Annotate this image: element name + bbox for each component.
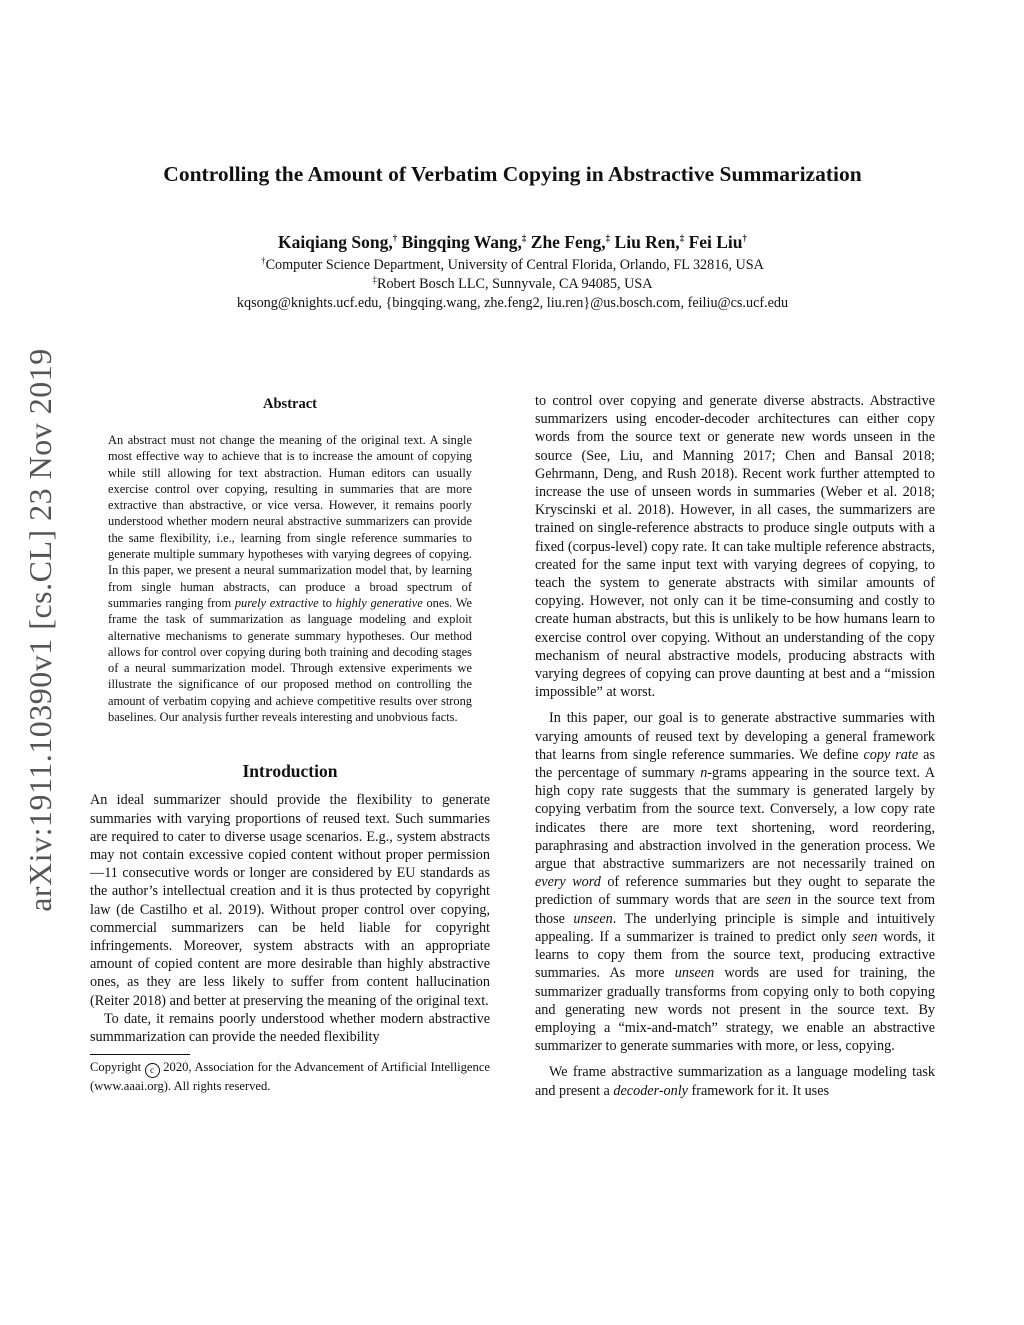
- body-paragraph: We frame abstractive summarization as a language modeling task and present a decoder-only framework for it. It uses: [535, 1064, 935, 1099]
- author-name: Liu Ren,: [614, 232, 680, 252]
- affiliation-bosch: [90, 275, 935, 293]
- affiliation-mark: †: [392, 233, 398, 244]
- affiliation-mark: †: [261, 255, 266, 266]
- body-paragraph: In this paper, our goal is to generate abstractive summaries with varying amounts of reused text by developing a general framework that learns from single reference summaries. We define copy rate as the percentage of summary n-grams appearing in the source text. A high copy rate suggests that the summary is generated largely by copying verbatim from the source text. Conversely, a low copy rate indicates there are more text shortening, word reordering, paraphrasing and abstraction involved in the generation process. We argue that abstractive summarizers are not necessarily trained on every word of reference summaries but they ought to separate the prediction of summary words that are seen in the source text from those unseen. The underlying principle is simple and intuitively appealing. If a summarizer is trained to predict only seen words, it learns to copy them from the source text, producing extractive summaries. As more unseen words are used for training, the summarizer gradually transforms from copying only to both copying and generating new words not present in the source text. By employing a “mix-and-match” strategy, we enable an abstractive summarizer to generate summaries with more, or less, copying.: [535, 710, 936, 1055]
- author-list: [90, 230, 935, 254]
- author-name: Fei Liu: [688, 232, 743, 252]
- author-name: Bingqing Wang,: [401, 232, 522, 252]
- affiliation-mark: ‡: [521, 233, 527, 244]
- right-column: [535, 392, 935, 1100]
- affiliation-ucf: [90, 256, 935, 274]
- arxiv-identifier: arXiv:1911.10390v1 [cs.CL] 23 Nov 2019: [22, 348, 58, 912]
- abstract-heading: Abstract: [263, 396, 317, 412]
- paper-title: Controlling the Amount of Verbatim Copying in Abstractive Summarization: [163, 162, 862, 186]
- copyright-footnote: Copyright c 2020, Association for the Advancement of Artificial Intelligence (www.aaai.org). All rights reserved.: [90, 1060, 490, 1094]
- author-emails: kqsong@knights.ucf.edu, {bingqing.wang, zhe.feng2, liu.ren}@us.bosch.com, feiliu@cs.ucf.edu: [236, 295, 789, 311]
- introduction-heading: Introduction: [242, 761, 338, 782]
- affiliation-text: Computer Science Department, University of Central Florida, Orlando, FL 32816, USA: [265, 257, 764, 273]
- body-paragraph: to control over copying and generate diverse abstracts. Abstractive summarizers using encoder-decoder architectures can either copy words from the source text or generate new words unseen in the source (See, Liu, and Manning 2017; Chen and Bansal 2018; Gehrmann, Deng, and Rush 2018). Recent work further attempted to increase the use of unseen words in summaries (Weber et al. 2018; Kryscinski et al. 2018). However, in all cases, the summarizers are trained on single-reference abstracts to produce single outputs with a fixed (corpus-level) copy rate. It can take multiple reference abstracts, created for the same input text with varying degrees of copying, to teach the system to generate abstracts with similar amounts of copying. However, not only can it be time-consuming and costly to create human abstracts, but this is unlikely to be how humans learn to exercise control over copying. Without an understanding of the copy mechanism of neural abstractive models, producing abstracts with varying degrees of copying can prove daunting at best and a “mission impossible” at worst.: [535, 393, 935, 701]
- introduction-paragraph: To date, it remains poorly understood whether modern abstractive summmarization can provide the needed flexibility: [90, 1010, 490, 1045]
- abstract-body: An abstract must not change the meaning of the original text. A single most effective way to achieve that is to increase the amount of copying while still allowing for text abstraction. Human editors can usually exercise control over copying, resulting in summaries that are more extractive than abstractive, or vice versa. However, it remains poorly understood whether modern neural abstractive summarizers can provide the same flexibility, i.e., learning from single reference summaries to generate multiple summary hypotheses with varying degrees of copying. In this paper, we present a neural summarization model that, by learning from single human abstracts, can produce a broad spectrum of summaries ranging from purely extractive to highly generative ones. We frame the task of summarization as language modeling and exploit alternative mechanisms to generate summary hypotheses. Our method allows for control over copying during both training and decoding stages of a neural summarization model. Through extensive experiments we illustrate the significance of our proposed method on controlling the amount of verbatim copying and achieve competitive results over strong baselines. Our analysis further reveals interesting and unobvious facts.: [108, 433, 472, 725]
- author-name: Kaiqiang Song,: [277, 232, 393, 252]
- affiliation-mark: ‡: [605, 233, 611, 244]
- footnote-rule: [90, 1054, 190, 1055]
- affiliation-mark: ‡: [372, 274, 377, 285]
- introduction-paragraph: An ideal summarizer should provide the flexibility to generate summaries with varying proportions of reused text. Such summaries are required to cater to diverse usage scenarios. E.g., system abstracts may not contain excessive copied content without proper permission—11 consecutive words or longer are considered by EU standards as the author’s intellectual creation and it is thus protected by copyright law (de Castilho et al. 2019). Without proper control over copying, commercial summarizers can be held liable for copyright infringements. Moreover, system abstracts with an appropriate amount of copied content are more desirable than highly abstractive ones, as they are less likely to suffer from content hallucination (Reiter 2018) and better at preserving the meaning of the original text.: [90, 792, 490, 1009]
- author-name: Zhe Feng,: [530, 232, 606, 252]
- affiliation-mark: †: [742, 233, 748, 244]
- copyright-icon: c: [145, 1063, 160, 1078]
- left-column: [90, 392, 490, 1095]
- affiliation-mark: ‡: [679, 233, 685, 244]
- affiliation-text: Robert Bosch LLC, Sunnyvale, CA 94085, USA: [377, 276, 653, 292]
